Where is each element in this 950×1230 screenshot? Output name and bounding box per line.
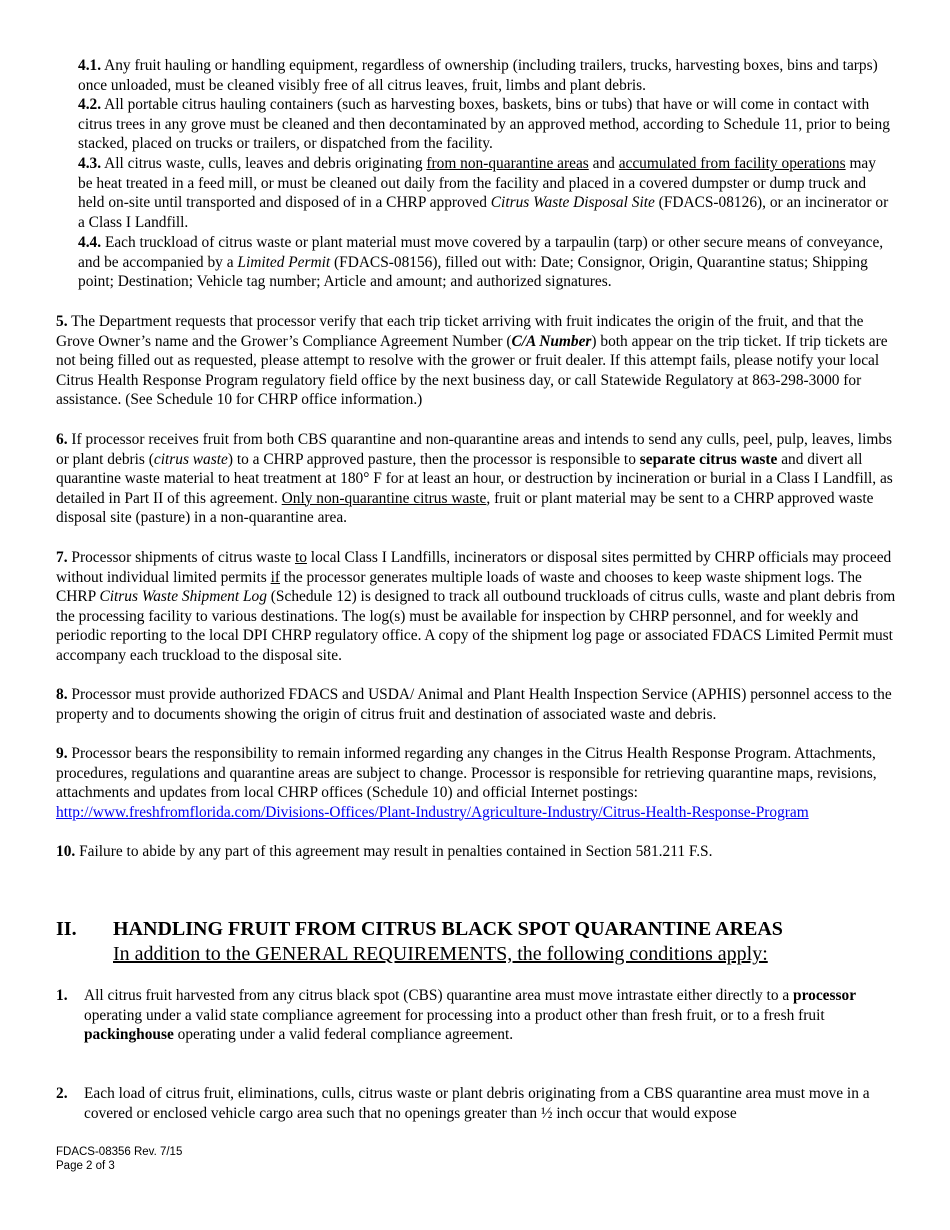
paragraph-10: 10. Failure to abide by any part of this agreement may result in penalties contained in Section 581.211 F.S. xyxy=(56,843,713,860)
paragraph-4-2: 4.2. All portable citrus hauling containers (such as harvesting boxes, baskets, bins or tubs) that have or will come in contact with citrus trees in any grove must be cleaned and then decontaminated by an approved method, according to Schedule 11, prior to being stacked, placed on trucks or trailers, or dispatched from the facility. xyxy=(78,96,890,152)
paragraph-4-4: 4.4. Each truckload of citrus waste or plant material must move covered by a tarpaulin (tarp) or other secure means of conveyance, and be accompanied by a Limited Permit (FDACS-08156), filled out with: Date; Consignor, Origin, Quarantine status; Shipping point; Destination; Vehicle tag number; Article and amount; and authorized signatures. xyxy=(78,234,884,290)
paragraph-4-1: 4.1. Any fruit hauling or handling equipment, regardless of ownership (including trailers, trucks, harvesting boxes, bins and tarps) once unloaded, must be cleaned visibly free of all citrus leaves, fruit, limbs and plant debris. xyxy=(78,57,878,94)
paragraph-4-3: 4.3. All citrus waste, culls, leaves and debris originating from non-quarantine areas and accumulated from facility operations may be heat treated in a feed mill, or must be cleaned out daily from the facility and placed in a covered dumpster or dump truck and held on-site until transported and disposed of in a CHRP approved Citrus Waste Disposal Site (FDACS-08126), or an incinerator or a Class I Landfill. xyxy=(78,155,889,231)
chrp-website-link[interactable]: http://www.freshfromflorida.com/Divisions-Offices/Plant-Industry/Agriculture-Industry/Citrus-Health-Response-Program xyxy=(56,803,809,821)
paragraph-8: 8. Processor must provide authorized FDACS and USDA/ Animal and Plant Health Inspection Service (APHIS) personnel access to the property and to documents showing the origin of citrus fruit and destination of associated waste and debris. xyxy=(56,686,892,723)
document-page: 4.1. Any fruit hauling or handling equipment, regardless of ownership (including trailers, trucks, harvesting boxes, bins and tarps) once unloaded, must be cleaned visibly free of all citrus leaves, fruit, limbs and plant debris. 4.2. All portable citrus hauling containers (such as harvesting boxes, baskets, bins or tubs) that have or will come in contact with citrus trees in any grove must be cleaned and then decontaminated by an approved method, according to Schedule 11, prior to being stacked, placed on trucks or trailers, or dispatched from the facility. 4.3. All citrus waste, culls, leaves and debris originating from non-quarantine areas and accumulated from facility operations may be heat treated in a feed mill, or must be cleaned out daily from the facility and placed in a covered dumpster or dump truck and held on-site until transported and disposed of in a CHRP approved Citrus Waste Disposal Site (FDACS-08126), or an incinerator or a Class I Landfill. 4.4. Each truckload of citrus waste or plant material must move covered by a tarpaulin (tarp) or other secure means of conveyance, and be accompanied by a Limited Permit (FDACS-08156), filled out with: Date; Consignor, Origin, Quarantine status; Shipping point; Destination; Vehicle tag number; Article and amount; and authorized signatures. 5. The Department requests that processor verify that each trip ticket arriving with fruit indicates the origin of the fruit, and that the Grove Owner’s name and the Grower’s Compliance Agreement Number (C/A Number) both appear on the trip ticket. If trip tickets are not being filled out as requested, please attempt to resolve with the grower or fruit dealer. If this attempt fails, please notify your local Citrus Health Response Program regulatory field office by the next business day, or call Statewide Regulatory at 863-298-3000 for assistance. (See Schedule 10 for CHRP office information.) 6. If processor receives fruit from both CBS quarantine and non-quarantine areas and intends to send any culls, peel, pulp, leaves, limbs or plant debris (citrus waste) to a CHRP approved pasture, then the processor is responsible to separate citrus waste and divert all quarantine waste material to heat treatment at 180° F for at least an hour, or destruction by incineration or burial in a Class I Landfill, as detailed in Part II of this agreement. Only non-quarantine citrus waste, fruit or plant material may be sent to a CHRP approved waste disposal site (pasture) in a non-quarantine area. 7. Processor shipments of citrus waste to local Class I Landfills, incinerators or disposal sites permitted by CHRP officials may proceed without individual limited permits if the processor generates multiple loads of waste and chooses to keep waste shipment logs. The CHRP Citrus Waste Shipment Log (Schedule 12) is designed to track all outbound truckloads of citrus culls, waste and plant debris from the processing facility to various destinations. The log(s) must be available for inspection by CHRP personnel, and for weekly and periodic reporting to the local DPI CHRP regulatory office. A copy of the shipment log page or associated FDACS Limited Permit must accompany each truckload to the disposal site. 8. Processor must provide authorized FDACS and USDA/ Animal and Plant Health Inspection Service (APHIS) personnel access to the property and to documents showing the origin of citrus fruit and destination of associated waste and debris. 9. Processor bears the responsibility to remain informed regarding any changes in the Citrus Health Response Program. Attachments, procedures, regulations and quarantine areas are subject to change. Processor is responsible for retrieving quarantine maps, revisions, attachments and updates from local CHRP offices (Schedule 10) and official Internet postings: http://www.freshfromflorida.com/Divisions-Offices/Plant-Industry/Agriculture-Industry/Citrus-Health-Response-Program 10. Failure to abide by any part of this agreement may result in penalties contained in Section 581.211 F.S. II. HANDLING FRUIT FROM CITRUS BLACK SPOT QUARANTINE AREAS In addition to the GENERAL REQUIREMENTS, the following conditions apply: 1. All citrus fruit harvested from any citrus black spot (CBS) quarantine area must move intrastate either directly to a processor operating under a valid state compliance agreement for processing into a product other than fresh fruit, or to a fresh fruit packinghouse operating under a valid federal compliance agreement. 2. Each load of citrus fruit, eliminations, culls, citrus waste or plant debris originating from a CBS quarantine area must move in a covered or enclosed vehicle cargo area such that no openings greater than ½ inch occur that would expose FDACS-08356 Rev. 7/15 Page 2 of 3 xyxy=(56,57,896,1172)
section-subheading: In addition to the GENERAL REQUIREMENTS, the following conditions apply: xyxy=(113,943,768,965)
page-footer xyxy=(56,1145,182,1173)
paragraph-9: 9. Processor bears the responsibility to remain informed regarding any changes in the Citrus Health Response Program. Attachments, procedures, regulations and quarantine areas are subject to change. Processor is responsible for retrieving quarantine maps, revisions, attachments and updates from local CHRP offices (Schedule 10) and official Internet postings: http://www.freshfromflorida.com/Divisions-Offices/Plant-Industry/Agriculture-Industry/Citrus-Health-Response-Program xyxy=(56,745,877,821)
form-number: FDACS-08356 Rev. 7/15 xyxy=(56,1146,183,1158)
page-number: Page 2 of 3 xyxy=(56,1160,115,1172)
paragraph-5: 5. The Department requests that processor verify that each trip ticket arriving with fruit indicates the origin of the fruit, and that the Grove Owner’s name and the Grower’s Compliance Agreement Number (C/A Number) both appear on the trip ticket. If trip tickets are not being filled out as requested, please attempt to resolve with the grower or fruit dealer. If this attempt fails, please notify your local Citrus Health Response Program regulatory field office by the next business day, or call Statewide Regulatory at 863-298-3000 for assistance. (See Schedule 10 for CHRP office information.) xyxy=(56,313,888,408)
section-heading: II. HANDLING FRUIT FROM CITRUS BLACK SPOT QUARANTINE AREAS xyxy=(56,918,783,940)
paragraph-6: 6. If processor receives fruit from both CBS quarantine and non-quarantine areas and intends to send any culls, peel, pulp, leaves, limbs or plant debris (citrus waste) to a CHRP approved pasture, then the processor is responsible to separate citrus waste and divert all quarantine waste material to heat treatment at 180° F for at least an hour, or destruction by incineration or burial in a Class I Landfill, as detailed in Part II of this agreement. Only non-quarantine citrus waste, fruit or plant material may be sent to a CHRP approved waste disposal site (pasture) in a non-quarantine area. xyxy=(56,431,893,526)
paragraph-7: 7. Processor shipments of citrus waste to local Class I Landfills, incinerators or disposal sites permitted by CHRP officials may proceed without individual limited permits if the processor generates multiple loads of waste and chooses to keep waste shipment logs. The CHRP Citrus Waste Shipment Log (Schedule 12) is designed to track all outbound truckloads of citrus culls, waste and plant debris from the processing facility to various destinations. The log(s) must be available for inspection by CHRP personnel, and for weekly and periodic reporting to the local DPI CHRP regulatory office. A copy of the shipment log page or associated FDACS Limited Permit must accompany each truckload to the disposal site. xyxy=(56,549,896,664)
